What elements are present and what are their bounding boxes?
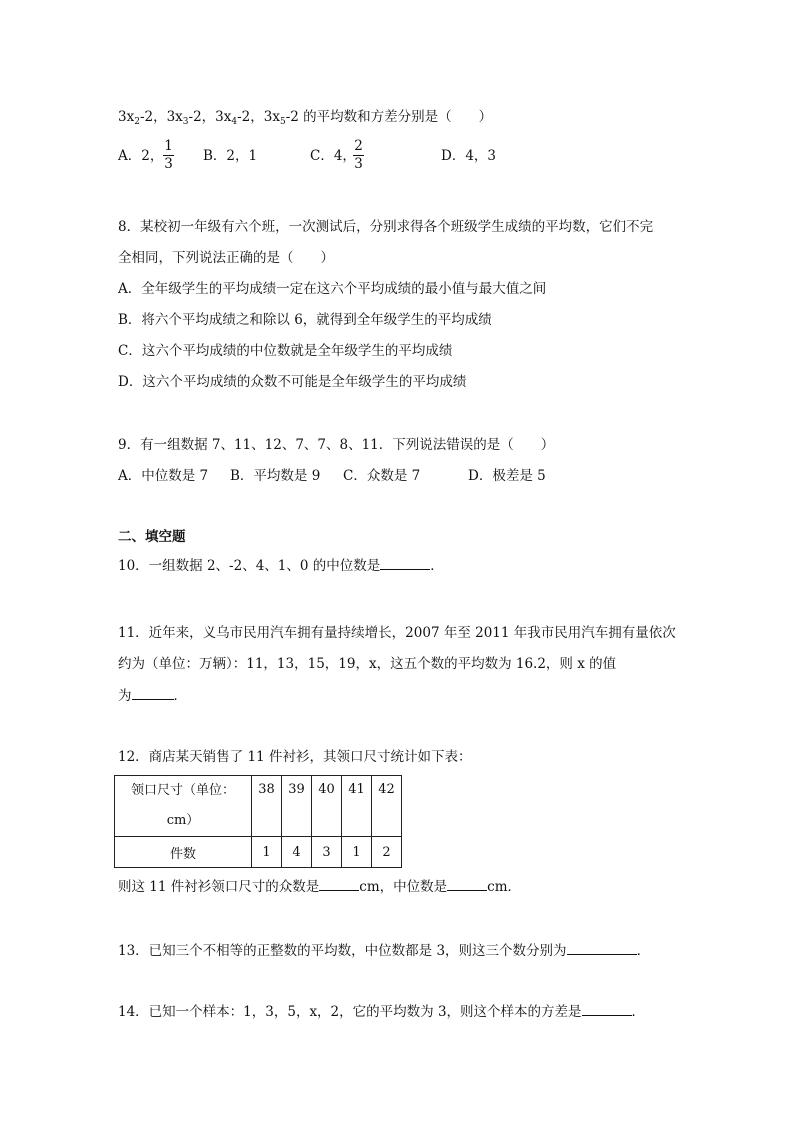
q8-option-d: D．这六个平均成绩的众数不可能是全年级学生的平均成绩 bbox=[118, 374, 467, 390]
table-size-cell: 38 bbox=[252, 776, 282, 837]
q13-answer-blank[interactable] bbox=[567, 941, 637, 955]
q9-option-c: C．众数是 7 bbox=[343, 468, 421, 484]
section-heading-fill-in: 二、填空题 bbox=[118, 529, 186, 545]
q7-option-d: D．4，3 bbox=[441, 148, 497, 164]
table-size-cell: 40 bbox=[312, 776, 342, 837]
table-row-sizes bbox=[115, 776, 402, 837]
q7-option-c-fraction: 2 3 bbox=[354, 138, 363, 172]
q8-stem-line2: 全相同，下列说法正确的是（ ） bbox=[118, 250, 334, 266]
q7-option-a-fraction: 1 3 bbox=[164, 138, 173, 172]
table-row-label: 件数 bbox=[115, 837, 252, 868]
q7-option-b: B．2，1 bbox=[203, 148, 258, 164]
q9-stem: 9．有一组数据 7、11、12、7、7、8、11．下列说法错误的是（ ） bbox=[118, 437, 555, 453]
q9-option-b: B．平均数是 9 bbox=[230, 468, 321, 484]
table-count-cell: 2 bbox=[372, 837, 402, 868]
table-count-cell: 1 bbox=[252, 837, 282, 868]
q14: 14．已知一个样本：1，3，5，x，2，它的平均数为 3，则这个样本的方差是 ． bbox=[118, 1004, 646, 1020]
table-header-label: 领口尺寸（单位： cm） bbox=[115, 776, 252, 837]
q7-option-c: C．4， bbox=[310, 148, 356, 164]
q14-answer-blank[interactable] bbox=[582, 1002, 632, 1016]
table-size-cell: 41 bbox=[342, 776, 372, 837]
table-count-cell: 4 bbox=[282, 837, 312, 868]
q8-option-b: B．将六个平均成绩之和除以 6，就得到全年级学生的平均成绩 bbox=[118, 312, 492, 328]
q8-stem-line1: 8．某校初一年级有六个班，一次测试后，分别求得各个班级学生成绩的平均数，它们不完 bbox=[118, 219, 654, 235]
q7-option-a: A．2， bbox=[118, 148, 164, 164]
q13: 13．已知三个不相等的正整数的平均数，中位数都是 3，则这三个数分别为 ． bbox=[118, 943, 651, 959]
q8-option-a: A．全年级学生的平均成绩一定在这六个平均成绩的最小值与最大值之间 bbox=[118, 281, 547, 297]
q11-answer-blank[interactable] bbox=[132, 686, 174, 700]
table-size-cell: 39 bbox=[282, 776, 312, 837]
q10: 10．一组数据 2、-2、4、1、0 的中位数是 ． bbox=[118, 558, 444, 574]
table-size-cell: 42 bbox=[372, 776, 402, 837]
q12-stem: 12．商店某天销售了 11 件衬衫，其领口尺寸统计如下表： bbox=[118, 749, 472, 765]
q9-option-a: A．中位数是 7 bbox=[118, 468, 209, 484]
table-row-counts bbox=[115, 837, 402, 868]
table-count-cell: 1 bbox=[342, 837, 372, 868]
q12-median-blank[interactable] bbox=[447, 877, 487, 891]
collar-size-table bbox=[114, 775, 402, 868]
q8-option-c: C．这六个平均成绩的中位数就是全年级学生的平均成绩 bbox=[118, 343, 453, 359]
q12-mode-blank[interactable] bbox=[319, 877, 359, 891]
q11-line2: 约为（单位：万辆）：11，13，15，19，x，这五个数的平均数为 16.2，则 x 的值 bbox=[118, 656, 617, 672]
q11-line3: 为 ． bbox=[118, 688, 187, 704]
q9-option-d: D．极差是 5 bbox=[468, 468, 546, 484]
q7-stem: $3x_2-2$，$3x_3-2$，$3x_4-2$，$3x_5-2$ 的平均数和方差分别是（ ） bbox=[118, 109, 493, 127]
q12-question: 则这 11 件衬衫领口尺寸的众数是 cm，中位数是 cm． bbox=[118, 879, 522, 895]
q11-line1: 11．近年来，义乌市民用汽车拥有量持续增长，2007 年至 2011 年我市民用汽车拥有量依次 bbox=[118, 625, 676, 641]
table-count-cell: 3 bbox=[312, 837, 342, 868]
q10-answer-blank[interactable] bbox=[380, 556, 430, 570]
